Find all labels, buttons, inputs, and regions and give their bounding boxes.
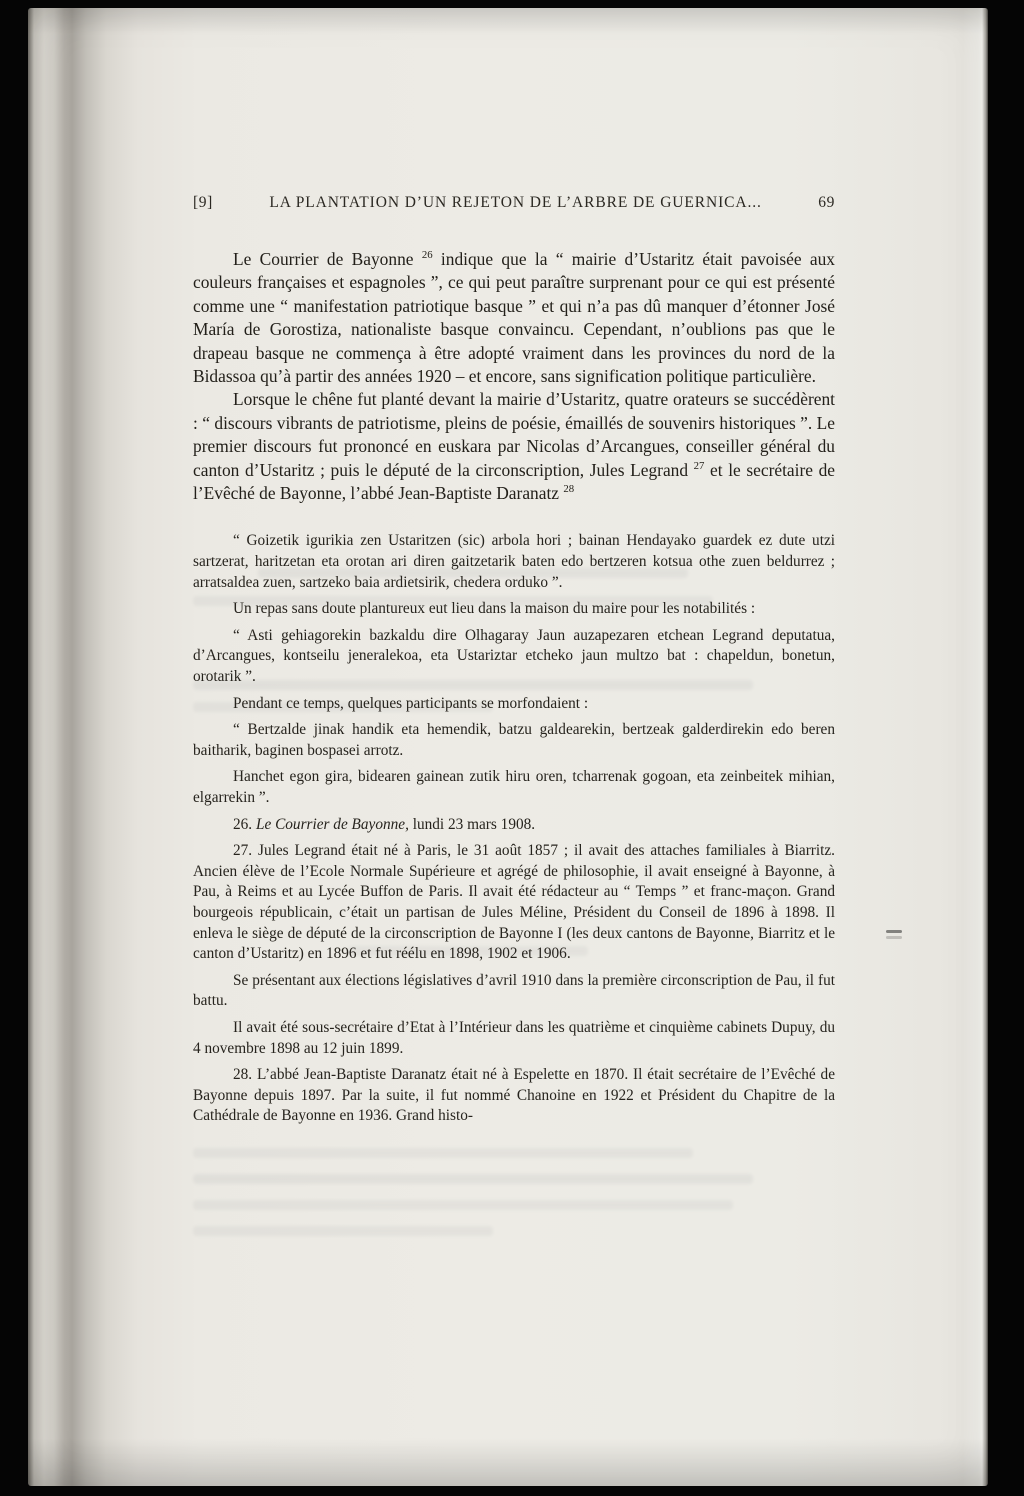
text-run: et le secrétaire de l’Evêché de Bayonne, l’abbé Jean-Baptiste Daranatz [193, 459, 835, 504]
footnote-marker: 26 [421, 249, 433, 262]
paragraph [193, 694, 835, 715]
footnote-marker: 28 [563, 483, 575, 496]
text-run: 27. Jules Legrand était né à Paris, le 31 août 1857 ; il avait des attaches familiales à Biarritz. Ancien élève de l’Ecole Normale Supérieure et agrégé de philosophie, il avait enseigné à Bayonne, à Pau, à Reims et au Lycée Buffon de Paris. Il avait été rédacteur au “ Temps ” et franc-maçon. Grand bourgeois républicain, c’était un partisan de Jules Méline, Président du Conseil de 1896 à 1898. Il enleva le siège de député de la circonscription de Bayonne I (les deux cantons de Bayonne, Biarritz et le canton d’Ustaritz) en 1896 et fut réélu en 1898, 1902 et 1906. [193, 842, 835, 963]
running-title: LA PLANTATION D’UN REJETON DE L’ARBRE DE GUERNICA... [269, 194, 762, 211]
paragraph [193, 815, 835, 836]
text-run: Hanchet egon gira, bidearen gainean zutik hiru oren, tcharrenak gogoan, eta zeinbeitek mihian, elgarrekin ”. [193, 768, 835, 806]
text-run: Le Courrier de Bayonne, [255, 815, 409, 833]
paragraph [193, 388, 835, 505]
paragraph [193, 841, 835, 965]
text-run: 26. [233, 815, 256, 833]
text-run: 28. L’abbé Jean-Baptiste Daranatz était né à Espelette en 1870. Il était secrétaire de l’Evêché de Bayonne depuis 1897. Par la suite, il fut nommé Chanoine en 1922 et Président du Chapitre de la Cathédrale de Bayonne en 1936. Grand histo- [193, 1066, 835, 1125]
paragraph [193, 767, 835, 808]
footnote-marker: 27 [693, 459, 705, 472]
article-section-ref: [9] [193, 194, 213, 211]
text-run: indique que la “ mairie d’Ustaritz était pavoisée aux couleurs françaises et espagnoles ”, ce qui peut paraître surprenant pour ce qui est présenté comme une “ manifestation patriotique basque ” et qui n’a pas dû manquer d’étonner José María de Gorostiza, nationaliste basque convaincu. Cependant, n’oublions pas que le drapeau basque ne commença à être adopté vraiment dans les provinces du nord de la Bidassoa qu’à partir des années 1920 – et encore, sans signification politique particulière. [193, 249, 835, 387]
text-run: “ Bertzalde jinak handik eta hemendik, batzu galdearekin, bertzeak galderdirekin edo beren baitharik, baginen bospasei arrotz. [193, 721, 835, 759]
text-run: Le Courrier de Bayonne [233, 249, 422, 269]
main-text [193, 248, 835, 505]
text-run: Lorsque le chêne fut planté devant la mairie d’Ustaritz, quatre orateurs se succédèrent : “ discours vibrants de patriotisme, pleins de poésie, émaillés de souvenirs historiques ”. Le premier discours fut prononcé en euskara par Nicolas d’Arcangues, conseiller général du canton d’Ustaritz ; puis le député de la circonscription, Jules Legrand [193, 389, 835, 480]
text-run: Se présentant aux élections législatives d’avril 1910 dans la première circonscription de Pau, il fut battu. [193, 971, 835, 1010]
paragraph [193, 1018, 835, 1059]
paragraph [193, 531, 835, 593]
page-content [193, 194, 835, 1133]
bleedthrough-smudge [193, 1148, 693, 1158]
bleedthrough-smudge [193, 1174, 753, 1184]
bleedthrough-smudge [193, 1200, 733, 1210]
margin-mark-artifact [886, 930, 902, 933]
paragraph [193, 626, 835, 688]
text-run: Pendant ce temps, quelques participants se morfondaient : [233, 694, 589, 712]
text-run: Un repas sans doute plantureux eut lieu dans la maison du maire pour les notabilités : [233, 600, 756, 618]
page-number: 69 [818, 194, 835, 211]
book-page [28, 8, 988, 1486]
page-header [193, 194, 835, 212]
bleedthrough-smudge [193, 1226, 493, 1236]
text-run: lundi 23 mars 1908. [408, 815, 536, 833]
text-run: “ Asti gehiagorekin bazkaldu dire Olhagaray Jaun auzapezaren etchean Legrand deputatua, d’Arcangues, kontseilu jeneralekoa, eta Ustariztar etcheko jaun multzo bat : chapeldun, bonetun, orotarik ”. [193, 626, 835, 686]
notes-section [193, 531, 835, 1126]
text-run: “ Goizetik igurikia zen Ustaritzen (sic) arbola hori ; bainan Hendayako guardek ez dute utzi sartzerat, haritzetan eta orotan ari diren gaitzetarik baten edo bertzeren kotsua othe zuen beldurrez ; arratsaldea zuen, sartzeko baia ardietsirik, chedera orduko ”. [193, 532, 835, 591]
paragraph [193, 1065, 835, 1127]
text-run: Il avait été sous-secrétaire d’Etat à l’Intérieur dans les quatrième et cinquième cabinets Dupuy, du 4 novembre 1898 au 12 juin 1899. [193, 1018, 835, 1057]
paragraph [193, 720, 835, 761]
paragraph [193, 248, 835, 388]
paragraph [193, 971, 835, 1012]
paragraph [193, 599, 835, 620]
